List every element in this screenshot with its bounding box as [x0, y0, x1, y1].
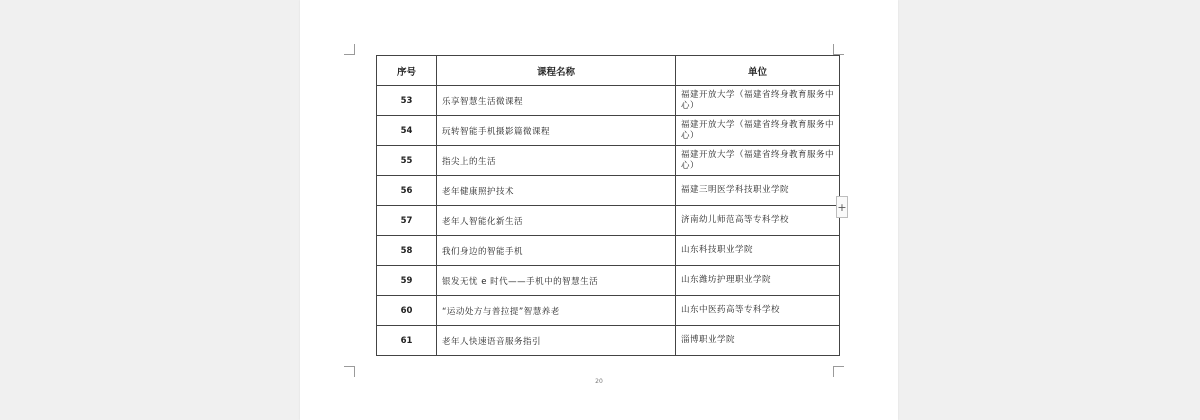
cell-number: 61	[377, 326, 437, 356]
cell-number: 58	[377, 236, 437, 266]
cell-course-name: 我们身边的智能手机	[437, 236, 676, 266]
table-row	[377, 206, 840, 236]
header-unit: 单位	[676, 56, 840, 86]
header-number: 序号	[377, 56, 437, 86]
cell-unit: 山东科技职业学院	[676, 236, 840, 266]
cell-unit: 福建三明医学科技职业学院	[676, 176, 840, 206]
cell-unit: 福建开放大学（福建省终身教育服务中心）	[676, 116, 840, 146]
page-number: 20	[595, 378, 603, 385]
table-row	[377, 236, 840, 266]
cell-unit: 山东潍坊护理职业学院	[676, 266, 840, 296]
add-row-button[interactable]: +	[836, 196, 848, 218]
cell-course-name: 玩转智能手机摄影篇微课程	[437, 116, 676, 146]
table-row	[377, 326, 840, 356]
crop-mark-top-left	[344, 44, 355, 55]
table-row	[377, 176, 840, 206]
cell-unit: 山东中医药高等专科学校	[676, 296, 840, 326]
cell-course-name: 银发无忧 e 时代——手机中的智慧生活	[437, 266, 676, 296]
course-table	[376, 55, 840, 356]
table-row	[377, 266, 840, 296]
header-course-name: 课程名称	[437, 56, 676, 86]
cell-unit: 福建开放大学（福建省终身教育服务中心）	[676, 146, 840, 176]
cell-unit: 济南幼儿师范高等专科学校	[676, 206, 840, 236]
cell-number: 55	[377, 146, 437, 176]
cell-course-name: 老年健康照护技术	[437, 176, 676, 206]
cell-unit: 淄博职业学院	[676, 326, 840, 356]
crop-mark-top-right	[833, 44, 844, 55]
table-row	[377, 86, 840, 116]
table-header-row	[377, 56, 840, 86]
cell-number: 56	[377, 176, 437, 206]
table-row	[377, 146, 840, 176]
table-row	[377, 116, 840, 146]
cell-course-name: “运动处方与普拉提”智慧养老	[437, 296, 676, 326]
cell-number: 53	[377, 86, 437, 116]
cell-course-name: 乐享智慧生活微课程	[437, 86, 676, 116]
cell-course-name: 老年人快速语音服务指引	[437, 326, 676, 356]
cell-course-name: 老年人智能化新生活	[437, 206, 676, 236]
cell-number: 57	[377, 206, 437, 236]
crop-mark-bottom-left	[344, 366, 355, 377]
document-page	[300, 0, 898, 420]
cell-number: 60	[377, 296, 437, 326]
table-row	[377, 296, 840, 326]
cell-course-name: 指尖上的生活	[437, 146, 676, 176]
crop-mark-bottom-right	[833, 366, 844, 377]
cell-number: 59	[377, 266, 437, 296]
cell-number: 54	[377, 116, 437, 146]
cell-unit: 福建开放大学（福建省终身教育服务中心）	[676, 86, 840, 116]
